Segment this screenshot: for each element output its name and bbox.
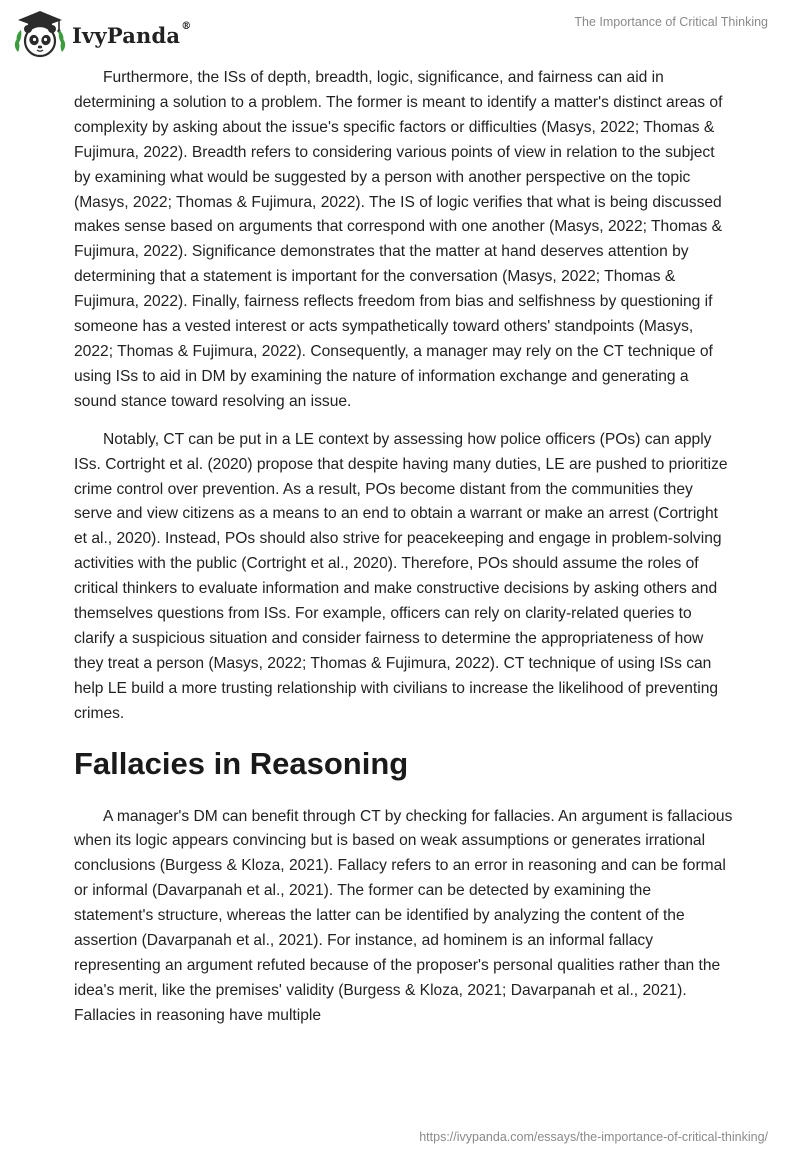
paragraph-fallacies: A manager's DM can benefit through CT by checking for fallacies. An argument is fallacious when its logic appears convincing but is based on weak assumptions or generates irrational conclusions (Burgess & Kloza, 2021). Fallacy refers to an error in reasoning and can be formal or informal (Davarpanah et al., 2021). The former can be detected by examining the statement's structure, whereas the latter can be identified by analyzing the content of the assertion (Davarpanah et al., 2021). For instance, ad hominem is an informal fallacy representing an argument refuted because of the proposer's personal qualities rather than the idea's merit, like the premises' validity (Burgess & Kloza, 2021; Davarpanah et al., 2021). Fallacies in reasoning have multiple [74, 807, 733, 1024]
footer-url[interactable]: https://ivypanda.com/essays/the-importance-of-critical-thinking/ [419, 1130, 768, 1144]
paragraph-depth-breadth: Furthermore, the ISs of depth, breadth, logic, significance, and fairness can aid in determining a solution to a problem. The former is meant to identify a matter's distinct areas of complexity by asking about the issue's specific factors or difficulties (Masys, 2022; Thomas & Fujimura, 2022). Breadth refers to considering various points of view in relation to the subject by examining what would be suggested by a person with another perspective on the topic (Masys, 2022; Thomas & Fujimura, 2022). The IS of logic verifies that what is being discussed makes sense based on arguments that correspond with one another (Masys, 2022; Thomas & Fujimura, 2022). Significance demonstrates that the matter at hand deserves attention by determining that a statement is important for the conversation (Masys, 2022; Thomas & Fujimura, 2022). Finally, fairness reflects freedom from bias and selfishness by questioning if someone has a vested interest or acts sympathetically toward others' standpoints (Masys, 2022; Thomas & Fujimura, 2022). Consequently, a manager may rely on the CT technique of using ISs to aid in DM by examining the nature of information exchange and generating a sound stance toward resolving an issue. [74, 69, 723, 410]
paragraph-law-enforcement: Notably, CT can be put in a LE context by assessing how police officers (POs) can apply ISs. Cortright et al. (2020) propose that despite having many duties, LE are pushed to prioritize crime control over prevention. As a result, POs become distant from the communities they serve and view citizens as a means to an end to obtain a warrant or make an arrest (Cortright et al., 2020). Instead, POs should also strive for peacekeeping and engage in problem-solving activities with the public (Cortright et al., 2020). Therefore, POs should assume the roles of critical thinkers to evaluate information and make constructive decisions by asking others and themselves questions from ISs. For example, officers can rely on clarity-related queries to clarify a suspicious situation and consider fairness to determine the appropriateness of how they treat a person (Masys, 2022; Thomas & Fujimura, 2022). CT technique of using ISs can help LE build a more trusting relationship with civilians to increase the likelihood of preventing crimes. [74, 430, 728, 722]
document-title: The Importance of Critical Thinking [574, 15, 768, 29]
essay-body [74, 66, 734, 1042]
section-heading-fallacies: Fallacies in Reasoning [74, 745, 409, 781]
panda-graduate-icon [14, 8, 66, 60]
ivypanda-logo[interactable] [14, 8, 191, 60]
logo-text: IvyPanda® [72, 20, 192, 48]
page-header [0, 0, 800, 72]
